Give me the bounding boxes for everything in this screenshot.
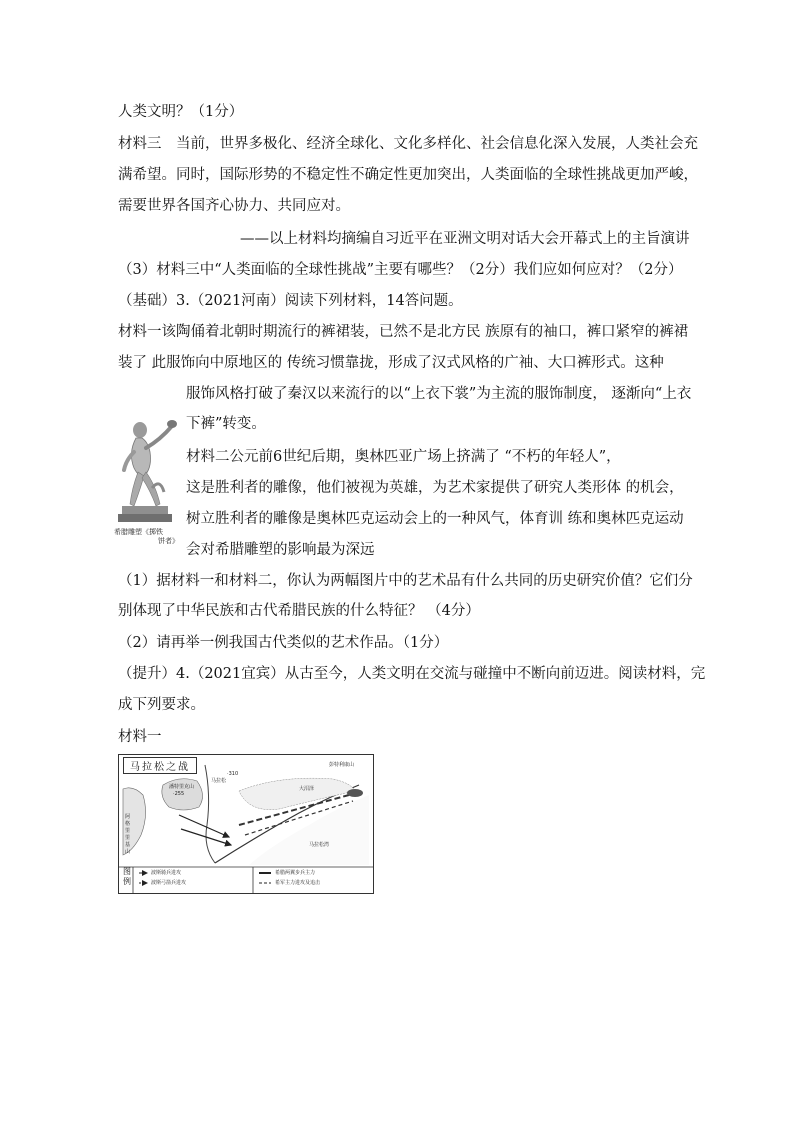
material-label: 材料一 xyxy=(118,729,162,745)
text-line: 这是胜利者的雕像，他们被视为英雄，为艺术家提供了研究人类形体 的机会， xyxy=(186,480,684,496)
text-line: 需要世界各国齐心协力、共同应对。 xyxy=(118,198,350,214)
map-place-label: 大沼泽 xyxy=(299,786,315,792)
map-place-label: 阿格里里基山 xyxy=(125,814,131,855)
text-line: 下裤”转变。 xyxy=(186,416,266,432)
legend-item: 波斯弓箭兵进攻 xyxy=(151,880,187,886)
marathon-battle-map xyxy=(118,754,374,894)
text-line: 成下列要求。 xyxy=(118,697,205,713)
text-line: 满希望。同时，国际形势的不稳定性不确定性更加突出，人类面临的全球性挑战更加严峻， xyxy=(118,167,698,183)
legend-item: 希军主力进攻及追击 xyxy=(275,880,321,886)
question-header-3: （基础）3.（2021河南）阅读下列材料，14答问题。 xyxy=(118,293,463,309)
text-line: 人类文明？（1分） xyxy=(118,104,244,120)
map-legend-label: 图例 xyxy=(123,867,131,886)
map-place-label: 潘特里克山 xyxy=(169,784,195,790)
statue-caption-line: 饼者》 xyxy=(158,537,179,545)
map-title: 马拉松之战 xyxy=(123,757,197,774)
statue-caption-line: 希腊雕塑《掷铁 xyxy=(114,528,163,536)
source-attribution: ——以上材料均摘编自习近平在亚洲文明对话大会开幕式上的主旨演讲 xyxy=(240,231,690,247)
text-line: 别体现了中华民族和古代希腊民族的什么特征？ （4分） xyxy=(118,603,480,619)
map-place-label: 马拉松湾 xyxy=(309,842,330,848)
discus-thrower-statue-image xyxy=(116,408,182,526)
legend-item: 波斯骑兵进攻 xyxy=(151,870,182,876)
map-place-label: 马拉松 xyxy=(211,778,227,784)
text-line: 会对希腊雕塑的影响最为深远 xyxy=(186,542,375,558)
question-3: （3）材料三中“人类面临的全球性挑战”主要有哪些？（2分）我们应如何应对？（2分） xyxy=(118,262,683,278)
statue-caption xyxy=(114,528,179,546)
question-header-4: （提升）4.（2021宜宾）从古至今，人类文明在交流与碰撞中不断向前迈进。阅读材料，完 xyxy=(118,666,706,682)
question-2: （2）请再举一例我国古代类似的艺术作品。（1分） xyxy=(118,635,449,651)
map-place-label: ·255 xyxy=(173,791,185,797)
text-line: 材料一该陶俑着北朝时期流行的裤裙装，已然不是北方民 族原有的袖口，裤口紧窄的裤裙 xyxy=(118,324,689,340)
text-line: 材料二公元前6世纪后期，奥林匹亚广场上挤满了 “不朽的年轻人”， xyxy=(186,449,621,465)
question-1: （1）据材料一和材料二，你认为两幅图片中的艺术品有什么共同的历史研究价值？它们分 xyxy=(118,573,693,589)
text-line: 树立胜利者的雕像是奥林匹克运动会上的一种风气，体育训 练和奥林匹克运动 xyxy=(186,511,684,527)
legend-item: 希腊两翼步兵主力 xyxy=(275,870,316,876)
text-line: 装了 此服饰向中原地区的 传统习惯靠拢，形成了汉式风格的广袖、大口裤形式。这种 xyxy=(118,355,664,371)
map-place-label: 彭特利康山 xyxy=(329,762,355,768)
text-line: 材料三 当前，世界多极化、经济全球化、文化多样化、社会信息化深入发展，人类社会充 xyxy=(118,136,698,152)
map-place-label: ·310 xyxy=(227,771,239,777)
text-line: 服饰风格打破了秦汉以来流行的以“上衣下裳”为主流的服饰制度， 逐渐向“上衣 xyxy=(186,386,692,402)
